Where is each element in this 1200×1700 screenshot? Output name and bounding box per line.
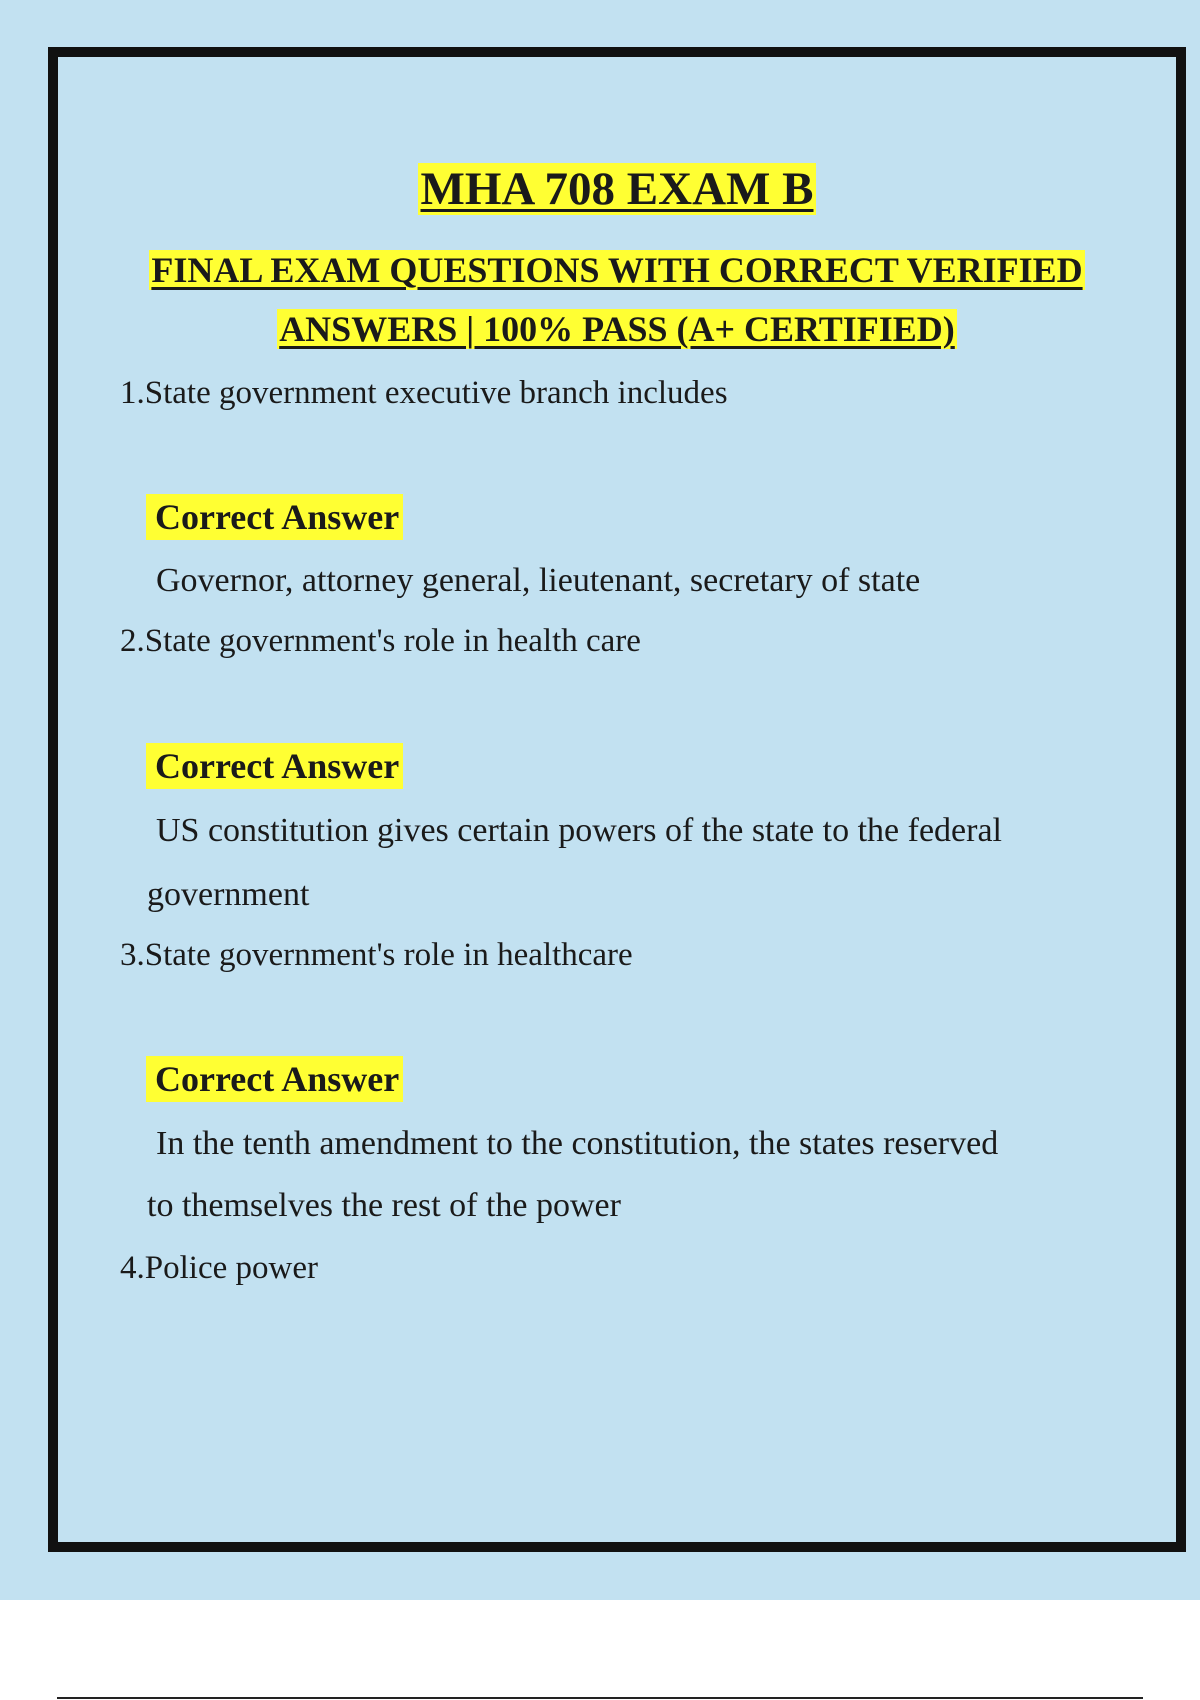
answer-2-line-1: US constitution gives certain powers of the state to the federal [156,812,1002,849]
exam-subtitle-text-1: FINAL EXAM QUESTIONS WITH CORRECT VERIFIED [151,250,1083,290]
answer-label-3: Correct Answer [146,1056,403,1102]
answer-1-line-1: Governor, attorney general, lieutenant, secretary of state [156,562,921,599]
exam-title [0,160,1200,218]
footer-divider [57,1697,1143,1699]
question-4: 4.Police power [120,1250,318,1286]
exam-subtitle-text-2: ANSWERS | 100% PASS (A+ CERTIFIED) [279,309,955,349]
exam-subtitle-line-1 [0,248,1200,292]
exam-subtitle-line-2 [0,307,1200,351]
answer-3-line-1: In the tenth amendment to the constitution, the states reserved [156,1125,999,1162]
exam-title-text: MHA 708 EXAM B [418,163,817,215]
question-1: 1.State government executive branch includes [120,375,728,411]
question-3: 3.State government's role in healthcare [120,937,633,973]
answer-label-2: Correct Answer [146,743,403,789]
answer-3-line-2: to themselves the rest of the power [147,1187,621,1224]
answer-2-line-2: government [147,876,310,913]
answer-label-1: Correct Answer [146,494,403,540]
question-2: 2.State government's role in health care [120,623,641,659]
